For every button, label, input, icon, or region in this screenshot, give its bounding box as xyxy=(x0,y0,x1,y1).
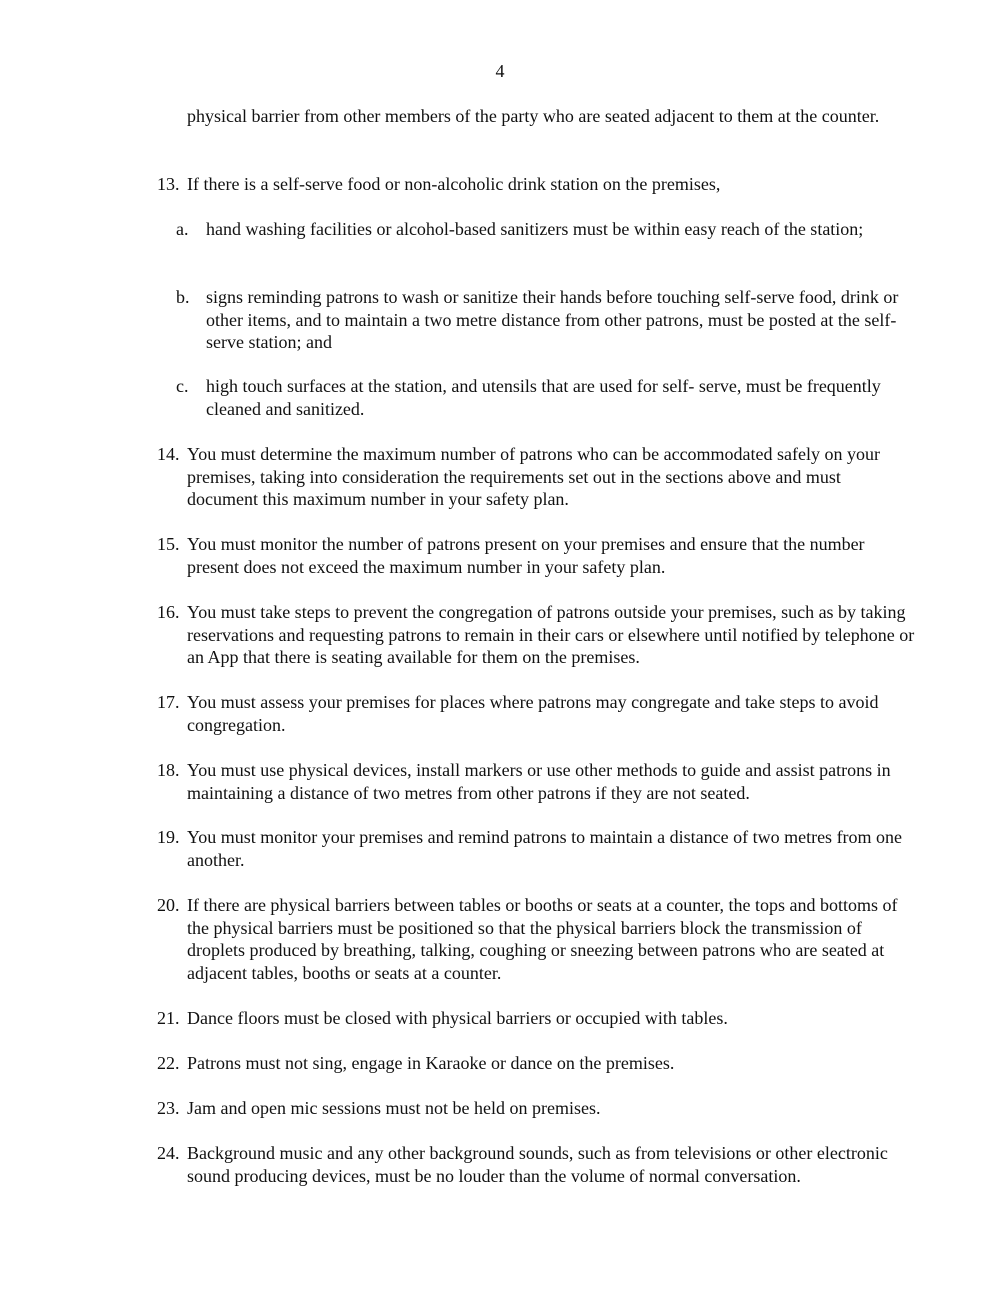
item-text: If there are physical barriers between tables or booths or seats at a counter, the tops and bottoms of the physical barriers must be positioned so that the physical barriers block the transmission of droplets produced by breathing, talking, coughing or sneezing between patrons who are seated at adjacent tables, booths or seats at a counter. xyxy=(187,895,898,983)
item-number: 20. xyxy=(157,895,180,915)
list-item-18 xyxy=(157,759,915,804)
item-text: Jam and open mic sessions must not be held on premises. xyxy=(187,1098,601,1118)
continuation-paragraph xyxy=(187,105,915,128)
list-item-17 xyxy=(157,691,915,736)
item-number: 18. xyxy=(157,760,180,780)
list-item-14 xyxy=(157,443,915,511)
list-item-13 xyxy=(157,173,915,196)
sub-item-letter: a. xyxy=(176,219,189,239)
item-text: Background music and any other background sounds, such as from televisions or other electronic sound producing devices, must be no louder than the volume of normal conversation. xyxy=(187,1143,888,1186)
item-number: 16. xyxy=(157,602,180,622)
continuation-text: physical barrier from other members of the party who are seated adjacent to them at the counter. xyxy=(187,106,880,126)
item-number: 19. xyxy=(157,827,180,847)
item-number: 15. xyxy=(157,534,180,554)
item-text: You must use physical devices, install markers or use other methods to guide and assist patrons in maintaining a distance of two metres from other patrons if they are not seated. xyxy=(187,760,891,803)
list-item-20 xyxy=(157,894,915,984)
page-number: 4 xyxy=(495,61,505,81)
item-text: You must determine the maximum number of patrons who can be accommodated safely on your premises, taking into consideration the requirements set out in the sections above and must document this maximum number in your safety plan. xyxy=(187,444,881,509)
item-number: 17. xyxy=(157,692,180,712)
item-number: 13. xyxy=(157,174,180,194)
sub-item-letter: b. xyxy=(176,287,190,307)
sub-item-text: signs reminding patrons to wash or sanitize their hands before touching self-serve food, drink or other items, and to maintain a two metre distance from other patrons, must be posted at the self-serve station; and xyxy=(206,287,899,352)
item-number: 24. xyxy=(157,1143,180,1163)
item-text: You must take steps to prevent the congregation of patrons outside your premises, such as by taking reservations and requesting patrons to remain in their cars or elsewhere until notified by telephone or an App that there is seating available for them on the premises. xyxy=(187,602,915,667)
sub-item-letter: c. xyxy=(176,376,189,396)
item-text: You must assess your premises for places where patrons may congregate and take steps to avoid congregation. xyxy=(187,692,879,735)
item-number: 22. xyxy=(157,1053,180,1073)
list-item-24 xyxy=(157,1142,915,1187)
item-number: 14. xyxy=(157,444,180,464)
sub-item-a xyxy=(176,218,906,241)
list-item-23 xyxy=(157,1097,915,1120)
item-text: Patrons must not sing, engage in Karaoke or dance on the premises. xyxy=(187,1053,675,1073)
item-number: 21. xyxy=(157,1008,180,1028)
item-text: You must monitor your premises and remind patrons to maintain a distance of two metres from one another. xyxy=(187,827,903,870)
list-item-21 xyxy=(157,1007,915,1030)
list-item-19 xyxy=(157,826,915,871)
item-text: Dance floors must be closed with physical barriers or occupied with tables. xyxy=(187,1008,728,1028)
list-item-16 xyxy=(157,601,915,669)
sub-item-text: high touch surfaces at the station, and utensils that are used for self- serve, must be frequently cleaned and sanitized. xyxy=(206,376,881,419)
sub-item-c xyxy=(176,375,906,420)
item-number: 23. xyxy=(157,1098,180,1118)
sub-item-text: hand washing facilities or alcohol-based sanitizers must be within easy reach of the station; xyxy=(206,219,864,239)
sub-item-b xyxy=(176,286,906,354)
item-text: You must monitor the number of patrons present on your premises and ensure that the number present does not exceed the maximum number in your safety plan. xyxy=(187,534,865,577)
list-item-15 xyxy=(157,533,915,578)
item-text: If there is a self-serve food or non-alcoholic drink station on the premises, xyxy=(187,174,721,194)
list-item-22 xyxy=(157,1052,915,1075)
